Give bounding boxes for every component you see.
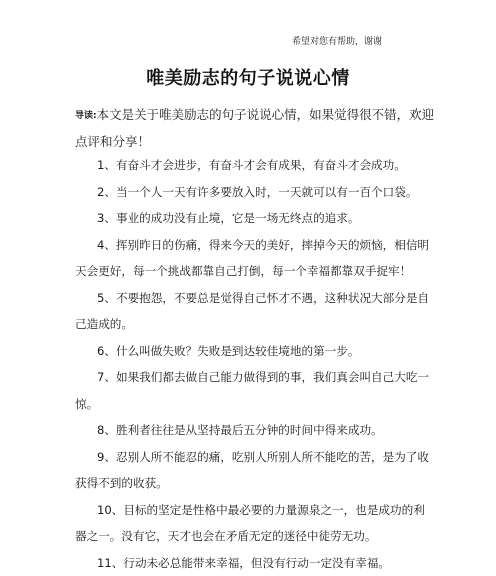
document-title: 唯美励志的句子说说心情	[0, 67, 496, 91]
list-item: 4、挥别昨日的伤痛，得来今天的美好，摔掉今天的烦恼，相信明天会更好，每一个挑战都靠自己打倒，每一个幸福都靠双手捉牢！	[75, 232, 431, 285]
list-item: 6、什么叫做失败？失败是到达较佳境地的第一步。	[75, 338, 431, 365]
intro-paragraph	[75, 102, 435, 155]
intro-lead: 导读:	[75, 111, 97, 121]
header-note: 希望对您有帮助，谢谢	[292, 36, 382, 48]
list-item: 9、忍别人所不能忍的痛，吃别人所别人所不能吃的苦，是为了收获得不到的收获。	[75, 444, 431, 497]
list-item: 3、事业的成功没有止境，它是一场无终点的追求。	[75, 205, 431, 232]
intro-text: 本文是关于唯美励志的句子说说心情，如果觉得很不错，欢迎点评和分享！	[75, 107, 434, 149]
list-item: 2、当一个人一天有许多要放入时，一天就可以有一百个口袋。	[75, 179, 431, 206]
list-item: 8、胜利者往往是从坚持最后五分钟的时间中得来成功。	[75, 417, 431, 444]
list-item: 10、目标的坚定是性格中最必要的力量源泉之一，也是成功的利器之一。没有它，天才也会在矛盾无定的迷径中徒劳无功。	[75, 497, 431, 550]
list-item: 5、不要抱怨，不要总是觉得自己怀才不遇，这种状况大部分是自己造成的。	[75, 285, 431, 338]
quote-list	[75, 152, 431, 576]
list-item: 11、行动未必总能带来幸福，但没有行动一定没有幸福。	[75, 550, 431, 576]
list-item: 7、如果我们都去做自己能力做得到的事，我们真会叫自己大吃一惊。	[75, 364, 431, 417]
list-item: 1、有奋斗才会进步，有奋斗才会有成果，有奋斗才会成功。	[75, 152, 431, 179]
